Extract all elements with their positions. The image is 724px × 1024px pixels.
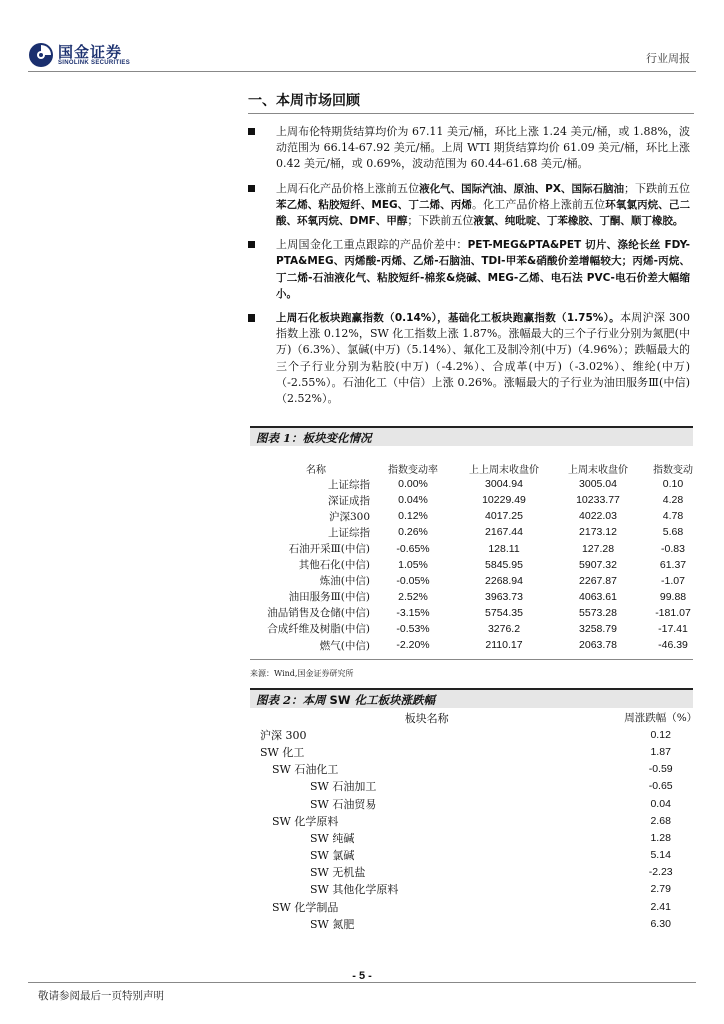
cell-name: 上证综指: [328, 526, 370, 539]
cell-prev-close: 3963.73: [485, 590, 523, 603]
bullet-emphasis: 液氯、纯吡啶、丁苯橡胶、丁酮、顺丁橡胶。: [473, 215, 684, 228]
doc-type: 行业周报: [646, 52, 690, 65]
table-row: [256, 829, 724, 846]
cell-prev-close: 10229.49: [482, 494, 526, 507]
cell-change: 0.10: [662, 478, 684, 491]
table-row: [256, 524, 708, 540]
cell-sector-name: 沪深 300: [260, 728, 307, 742]
col-header-close: 上周末收盘价: [568, 464, 628, 476]
bullet-marker: [248, 315, 255, 322]
cell-rate: 0.00%: [398, 478, 428, 491]
cell-close: 4022.03: [579, 510, 617, 523]
cell-rate: 0.04%: [398, 494, 428, 507]
col-header-rate: 指数变动率: [388, 464, 438, 476]
cell-change: 99.88: [659, 590, 687, 603]
table-row: [256, 795, 724, 812]
figure-1-table-body: [256, 476, 708, 653]
cell-change: -17.41: [658, 622, 688, 635]
cell-close: 2173.12: [579, 526, 617, 539]
bullet-item: [248, 124, 690, 173]
cell-change: 5.68: [662, 526, 684, 539]
cell-prev-close: 128.11: [488, 542, 520, 555]
footer-divider: [28, 982, 696, 983]
table-row: [256, 573, 708, 589]
page-header: [0, 0, 724, 75]
cell-rate: 0.12%: [398, 510, 428, 523]
cell-close: 3005.04: [579, 478, 617, 491]
table-row: [256, 881, 724, 898]
figure-2-table: [256, 709, 724, 932]
cell-prev-close: 5754.35: [485, 606, 523, 619]
cell-name: 燃气(中信): [319, 639, 370, 652]
cell-weekly-change: -2.23: [648, 866, 673, 879]
logo-mark-icon: [28, 42, 54, 68]
table-row: [256, 508, 708, 524]
cell-weekly-change: 1.28: [650, 831, 671, 844]
cell-close: 10233.77: [576, 494, 620, 507]
cell-rate: -2.20%: [396, 639, 430, 652]
table-row: [256, 557, 708, 573]
cell-weekly-change: 2.79: [650, 883, 671, 896]
figure-1-source: 来源：Wind,国金证券研究所: [250, 669, 354, 678]
cell-name: 油田服务Ⅲ(中信): [288, 591, 370, 604]
bullet-emphasis: 上周石化板块跑赢指数（0.14%），基础化工板块跑赢指数（1.75%）。: [276, 312, 620, 325]
bullet-emphasis: PET-MEG&PTA&PET 切片、涤纶长丝 FDY-PTA&MEG、丙烯酸-丙烯、乙烯-石脑油、TDI-甲苯&硝酸价差增幅较大；丙烯-丙烷、丁二烯-石油液化气、粘胶短纤-棉浆&烧碱、MEG-乙烯、电石法 PVC-电石价差大幅缩小。: [276, 239, 690, 300]
figure-1-caption: 板块变化情况: [302, 431, 372, 445]
table-row: [256, 915, 724, 932]
table-row: [256, 778, 724, 795]
cell-rate: 0.26%: [398, 526, 428, 539]
figure-1-title: [250, 426, 693, 446]
table-row: [256, 589, 708, 605]
figure-1-table: [256, 460, 708, 653]
cell-name: 沪深300: [328, 510, 370, 523]
cell-weekly-change: 0.04: [650, 797, 671, 810]
cell-close: 2063.78: [579, 639, 617, 652]
figure-2-caption-a: 本周: [302, 693, 330, 707]
table-row: [256, 726, 724, 743]
cell-rate: -0.65%: [396, 542, 430, 555]
bullet-item: [248, 181, 690, 230]
cell-weekly-change: 2.41: [650, 900, 671, 913]
figure-1-label: 图表 1：: [256, 431, 303, 445]
cell-weekly-change: 1.87: [650, 745, 671, 758]
cell-prev-close: 3004.94: [485, 478, 523, 491]
table-row: [256, 864, 724, 881]
cell-close: 5907.32: [579, 558, 617, 571]
cell-name: 其他石化(中信): [298, 559, 370, 572]
table-row: [256, 540, 708, 556]
cell-close: 127.28: [581, 542, 615, 555]
bullet-emphasis: 苯乙烯、粘胶短纤、MEG、丁二烯、丙烯: [276, 198, 473, 211]
bullet-text: 本周沪深 300 指数上涨 0.12%，SW 化工指数上涨 1.87%。涨幅最大的三个子行业分别为氮肥(中万)（6.3%）、氯碱(中万)（5.14%）、氟化工及制冷剂(中万)（4.96%）；跌幅最大的三个子行业分别为粘胶(中万)（-4.2%）、合成革(中万)（-3.02%）、维纶(中万)（-2.55%）。石油化工（中信）上涨 0.26%。涨幅最大的子行业为油田服务Ⅲ(中信)（2.52%）。: [276, 311, 690, 406]
table-row: [256, 605, 708, 621]
cell-prev-close: 2110.17: [485, 639, 523, 652]
bullet-item: [248, 310, 690, 407]
logo-en: SINOLINK SECURITIES: [58, 60, 131, 66]
cell-name: 深证成指: [328, 494, 370, 507]
cell-close: 4063.61: [579, 590, 617, 603]
cell-name: 石油开采Ⅲ(中信): [288, 543, 370, 556]
table-header-row: [256, 460, 708, 476]
cell-name: 合成纤维及树脂(中信): [267, 623, 370, 636]
figure-2-caption-b: 化工板块涨跌幅: [350, 693, 436, 707]
cell-prev-close: 4017.25: [485, 510, 523, 523]
page-number: - 5 -: [352, 970, 372, 982]
cell-prev-close: 5845.95: [485, 558, 523, 571]
section-divider: [248, 113, 694, 114]
company-logo: [28, 40, 130, 70]
disclaimer-note: 敬请参阅最后一页特别声明: [38, 990, 164, 1002]
cell-change: -181.07: [655, 606, 691, 619]
header-divider: [28, 71, 696, 72]
table-row: [256, 812, 724, 829]
table-row: [256, 637, 708, 653]
cell-sector-name: SW 纯碱: [310, 831, 355, 845]
cell-sector-name: SW 氯碱: [310, 849, 355, 863]
col-header-sector: 板块名称: [404, 711, 449, 725]
bullet-list: [248, 124, 690, 415]
cell-weekly-change: -0.59: [648, 763, 673, 776]
cell-weekly-change: -0.65: [648, 780, 673, 793]
bullet-text: ；下跌前五位: [623, 181, 691, 195]
figure-2-table-body: [256, 726, 724, 932]
cell-sector-name: SW 无机盐: [310, 866, 366, 880]
cell-close: 5573.28: [579, 606, 617, 619]
cell-name: 炼油(中信): [319, 575, 370, 588]
cell-rate: 1.05%: [398, 558, 428, 571]
cell-name: 上证综指: [328, 478, 370, 491]
bullet-text: ；下跌前五位: [407, 214, 474, 228]
cell-weekly-change: 2.68: [650, 814, 671, 827]
bullet-emphasis: 液化气、国际汽油、原油、PX、国际石脑油: [419, 182, 624, 195]
figure-2-label: 图表 2：: [256, 693, 303, 707]
bullet-text: 上周石化产品价格上涨前五位: [276, 181, 420, 195]
cell-close: 3258.79: [579, 622, 617, 635]
cell-change: -46.39: [658, 639, 688, 652]
cell-sector-name: SW 氮肥: [310, 917, 355, 931]
cell-change: -0.83: [661, 542, 685, 555]
cell-rate: -3.15%: [396, 606, 430, 619]
col-header-name: 名称: [306, 464, 326, 476]
cell-prev-close: 2167.44: [485, 526, 523, 539]
table-row: [256, 847, 724, 864]
bullet-text: 上周国金化工重点跟踪的产品价差中：: [276, 238, 468, 252]
table-row: [256, 492, 708, 508]
bullet-marker: [248, 241, 255, 248]
table-row: [256, 621, 708, 637]
col-header-change: 指数变动: [653, 464, 693, 476]
col-header-weekly-change: 周涨跌幅（%）: [624, 712, 698, 725]
table-row: [256, 898, 724, 915]
figure-2-title: [250, 688, 693, 708]
figure-2-caption-en: SW: [329, 693, 351, 707]
cell-sector-name: SW 化学制品: [272, 900, 339, 914]
cell-sector-name: SW 其他化学原料: [310, 883, 399, 897]
figure-1-bottom-rule: [250, 659, 693, 660]
cell-prev-close: 3276.2: [487, 622, 521, 635]
bullet-item: [248, 237, 690, 302]
cell-weekly-change: 0.12: [650, 728, 671, 741]
cell-change: 4.78: [662, 510, 684, 523]
cell-change: -1.07: [661, 574, 685, 587]
cell-sector-name: SW 化工: [260, 745, 305, 759]
cell-weekly-change: 5.14: [650, 849, 671, 862]
cell-name: 油品销售及仓储(中信): [267, 607, 370, 620]
table-row: [256, 476, 708, 492]
logo-cn: 国金证券: [58, 43, 123, 61]
cell-rate: -0.05%: [396, 574, 430, 587]
cell-sector-name: SW 石油加工: [310, 780, 377, 794]
cell-sector-name: SW 化学原料: [272, 814, 339, 828]
cell-change: 61.37: [659, 558, 687, 571]
bullet-text: 。化工产品价格上涨前五位: [472, 197, 606, 211]
cell-weekly-change: 6.30: [650, 917, 671, 930]
table-row: [256, 761, 724, 778]
cell-sector-name: SW 石油贸易: [310, 797, 377, 811]
cell-rate: 2.52%: [398, 590, 428, 603]
cell-prev-close: 2268.94: [485, 574, 523, 587]
cell-rate: -0.53%: [396, 622, 430, 635]
bullet-marker: [248, 128, 255, 135]
col-header-prev-close: 上上周末收盘价: [469, 464, 539, 476]
bullet-marker: [248, 185, 255, 192]
cell-change: 4.28: [662, 494, 684, 507]
table-row: [256, 743, 724, 760]
section-title: 一、本周市场回顾: [248, 93, 360, 109]
bullet-text: 上周布伦特期货结算均价为 67.11 美元/桶，环比上涨 1.24 美元/桶，或 1.88%，波动范围为 66.14-67.92 美元/桶。上周 WTI 期货结算均价 61.09 美元/桶，环比上涨 0.42 美元/桶，或 0.69%，波动范围为 60.44-61.68 美元/桶。: [276, 125, 690, 171]
cell-close: 2267.87: [579, 574, 617, 587]
cell-sector-name: SW 石油化工: [272, 763, 339, 777]
bullet-emphasis: 环氧氯丙烷、己二酸、环氧丙烷、DMF、甲醇: [276, 198, 690, 228]
table-header-row: [256, 709, 724, 726]
